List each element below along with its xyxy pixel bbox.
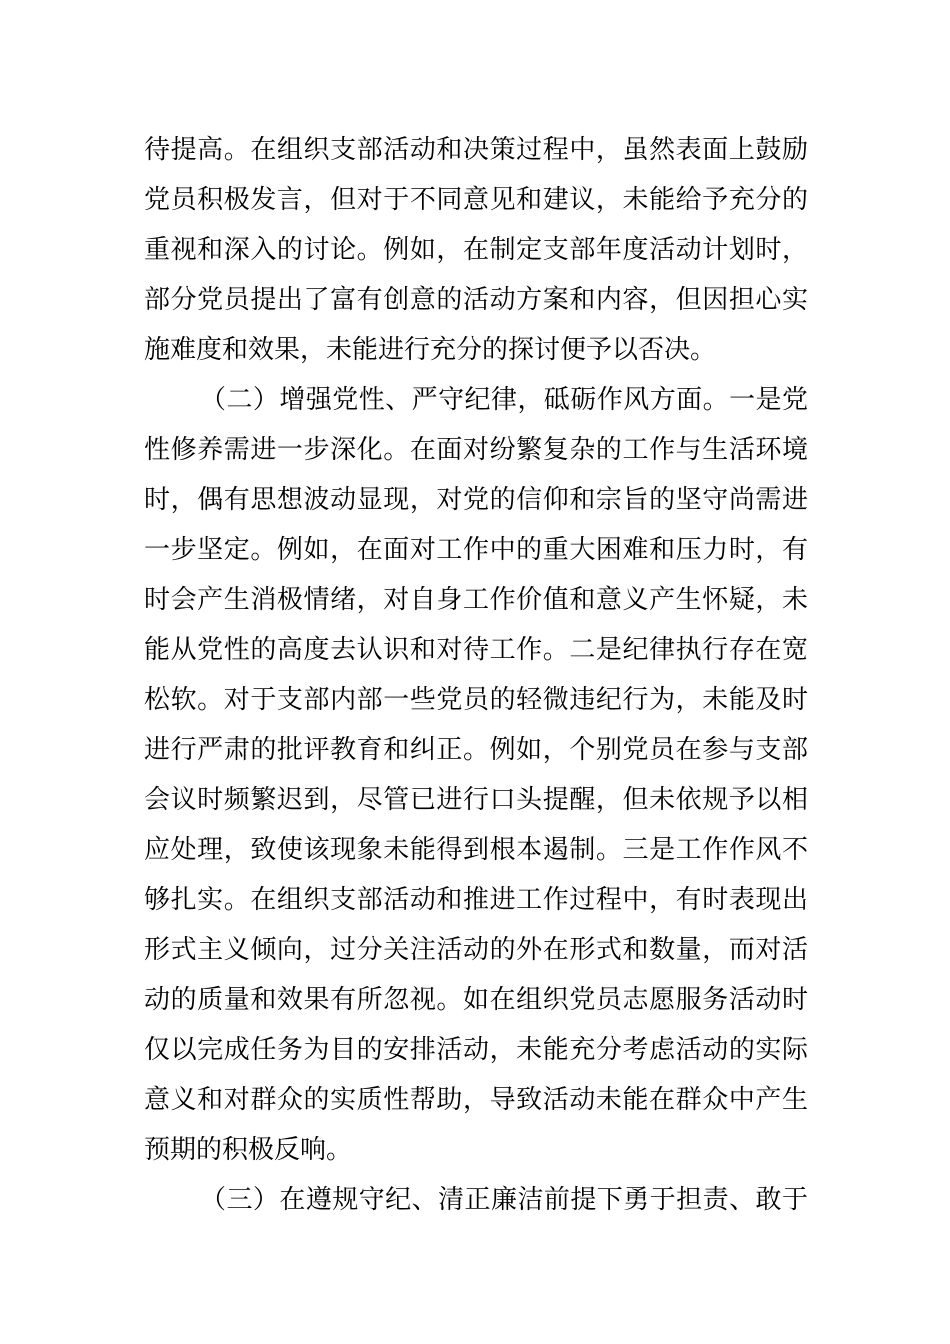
text-line: 意义和对群众的实质性帮助，导致活动未能在群众中产生 [144, 1085, 808, 1115]
text-line: 会议时频繁迟到，尽管已进行口头提醒，但未依规予以相 [144, 785, 808, 815]
text-line: （三）在遵规守纪、清正廉洁前提下勇于担责、敢于 [200, 1185, 808, 1215]
text-line: 能从党性的高度去认识和对待工作。二是纪律执行存在宽 [144, 635, 808, 665]
text-line: 时会产生消极情绪，对自身工作价值和意义产生怀疑，未 [144, 585, 808, 615]
text-line: 时，偶有思想波动显现，对党的信仰和宗旨的坚守尚需进 [144, 485, 808, 515]
text-line: 仅以完成任务为目的安排活动，未能充分考虑活动的实际 [144, 1035, 808, 1065]
text-line: 应处理，致使该现象未能得到根本遏制。三是工作作风不 [144, 835, 808, 865]
text-line: 够扎实。在组织支部活动和推进工作过程中，有时表现出 [144, 885, 808, 915]
text-line: 待提高。在组织支部活动和决策过程中，虽然表面上鼓励 [144, 135, 808, 165]
text-line: 松软。对于支部内部一些党员的轻微违纪行为，未能及时 [144, 685, 808, 715]
text-line: 性修养需进一步深化。在面对纷繁复杂的工作与生活环境 [144, 435, 808, 465]
text-line: 一步坚定。例如，在面对工作中的重大困难和压力时，有 [144, 535, 808, 565]
text-line: 预期的积极反响。 [144, 1135, 353, 1165]
text-line: 部分党员提出了富有创意的活动方案和内容，但因担心实 [144, 285, 808, 315]
text-line: （二）增强党性、严守纪律，砥砺作风方面。一是党 [200, 385, 808, 415]
text-line: 施难度和效果，未能进行充分的探讨便予以否决。 [144, 335, 717, 365]
document-body [144, 125, 808, 1225]
text-line: 形式主义倾向，过分关注活动的外在形式和数量，而对活 [144, 935, 808, 965]
text-line: 动的质量和效果有所忽视。如在组织党员志愿服务活动时 [144, 985, 808, 1015]
text-line: 进行严肃的批评教育和纠正。例如，个别党员在参与支部 [144, 735, 808, 765]
text-line: 重视和深入的讨论。例如，在制定支部年度活动计划时， [144, 235, 808, 265]
text-line: 党员积极发言，但对于不同意见和建议，未能给予充分的 [144, 185, 808, 215]
